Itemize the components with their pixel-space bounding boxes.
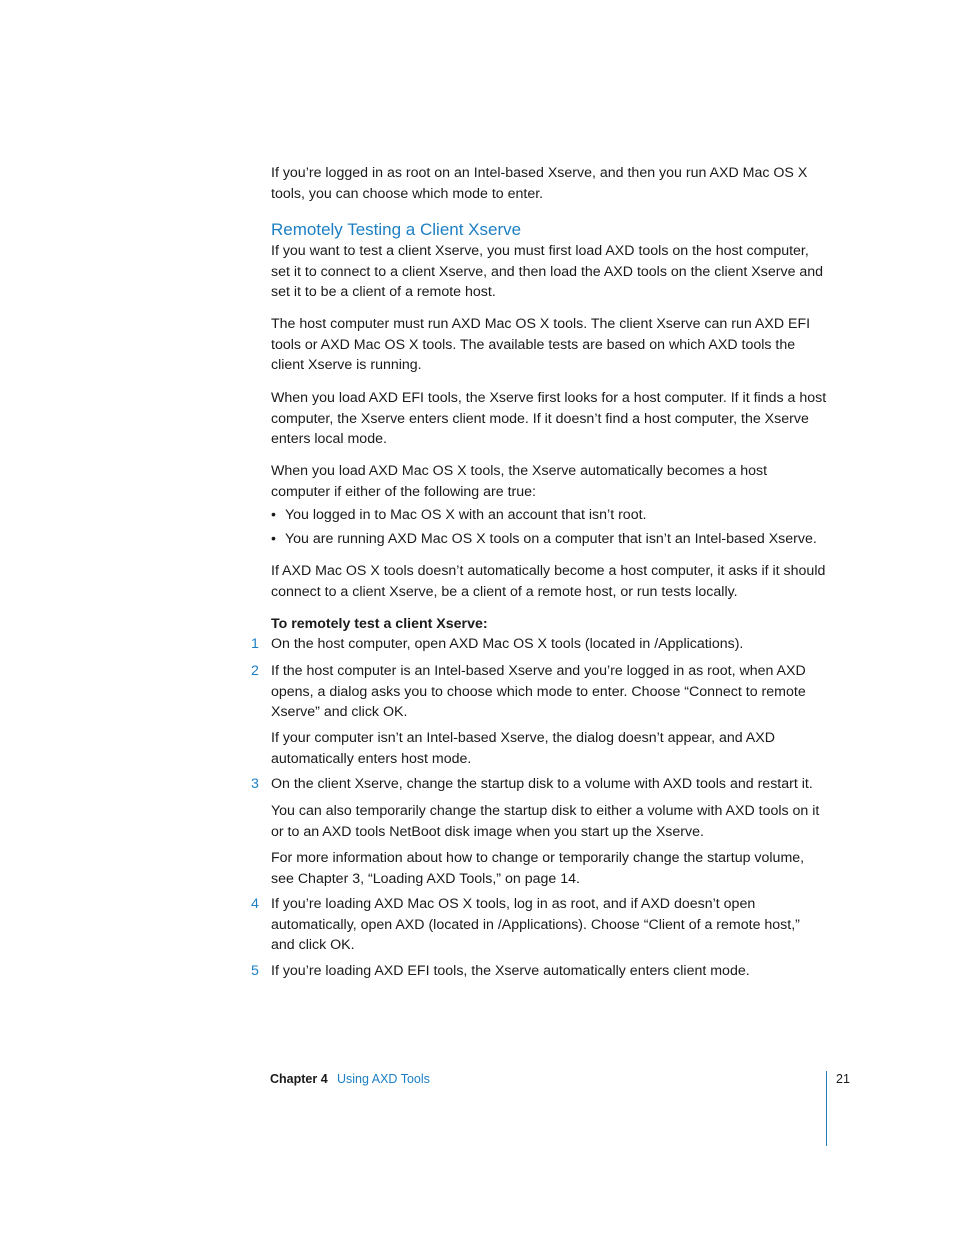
bullet-item <box>271 529 827 550</box>
footer-chapter: Chapter 4 <box>270 1072 328 1086</box>
step-item <box>251 894 827 956</box>
paragraph: The host computer must run AXD Mac OS X tools. The client Xserve can run AXD EFI tools or AXD Mac OS X tools. The available tests are based on which AXD tools the client Xserve is running. <box>271 316 811 373</box>
footer-chapter-title: Using AXD Tools <box>337 1072 430 1086</box>
step-number: 2 <box>251 663 259 679</box>
step-item <box>251 961 827 982</box>
step-note: For more information about how to change or temporarily change the startup volume, see Chapter 3, “Loading AXD Tools,” on page 14. <box>271 850 805 887</box>
paragraph: When you load AXD Mac OS X tools, the Xserve automatically becomes a host computer if either of the following are true: <box>271 463 768 500</box>
step-number: 3 <box>251 776 259 792</box>
paragraph: If you want to test a client Xserve, you must first load AXD tools on the host computer, set it to connect to a client Xserve, and then load the AXD tools on the client Xserve and set it to be a client of a remote host. <box>271 243 824 300</box>
step-item <box>251 774 827 795</box>
intro-paragraph: If you’re logged in as root on an Intel-based Xserve, and then you run AXD Mac OS X tools, you can choose which mode to enter. <box>271 165 808 202</box>
step-note: If your computer isn’t an Intel-based Xserve, the dialog doesn’t appear, and AXD automatically enters host mode. <box>271 730 775 767</box>
step-number: 4 <box>251 896 259 912</box>
bullet-text: You are running AXD Mac OS X tools on a computer that isn’t an Intel-based Xserve. <box>285 530 817 547</box>
step-text: If you’re loading AXD EFI tools, the Xserve automatically enters client mode. <box>271 963 750 979</box>
step-item <box>251 634 827 655</box>
paragraph: If AXD Mac OS X tools doesn’t automatically become a host computer, it asks if it should connect to a client Xserve, be a client of a remote host, or run tests locally. <box>271 563 826 600</box>
step-text: If the host computer is an Intel-based Xserve and you’re logged in as root, when AXD opens, a dialog asks you to choose which mode to enter. Choose “Connect to remote Xserve” and click OK. <box>271 663 806 720</box>
bullet-text: You logged in to Mac OS X with an account that isn’t root. <box>285 507 647 523</box>
step-number: 1 <box>251 636 259 652</box>
bullet-marker: • <box>271 530 276 547</box>
step-text: If you’re loading AXD Mac OS X tools, log in as root, and if AXD doesn’t open automatically, open AXD (located in /Applications). Choose “Client of a remote host,” and click OK. <box>271 896 800 953</box>
page-number: 21 <box>836 1072 850 1086</box>
footer-divider <box>826 1071 827 1146</box>
step-text: On the client Xserve, change the startup disk to a volume with AXD tools and restart it. <box>271 776 813 792</box>
section-heading: Remotely Testing a Client Xserve <box>271 220 522 239</box>
bullet-item <box>271 505 827 526</box>
step-note: You can also temporarily change the startup disk to either a volume with AXD tools on it or to an AXD tools NetBoot disk image when you start up the Xserve. <box>271 803 820 840</box>
step-text: On the host computer, open AXD Mac OS X tools (located in /Applications). <box>271 636 744 652</box>
step-number: 5 <box>251 963 259 979</box>
paragraph: When you load AXD EFI tools, the Xserve first looks for a host computer. If it finds a host computer, the Xserve enters client mode. If it doesn’t find a host computer, the Xserve enters local mode. <box>271 390 827 447</box>
step-item <box>251 661 827 723</box>
bullet-list <box>271 505 827 552</box>
steps-title: To remotely test a client Xserve: <box>271 616 488 632</box>
bullet-marker: • <box>271 507 276 523</box>
